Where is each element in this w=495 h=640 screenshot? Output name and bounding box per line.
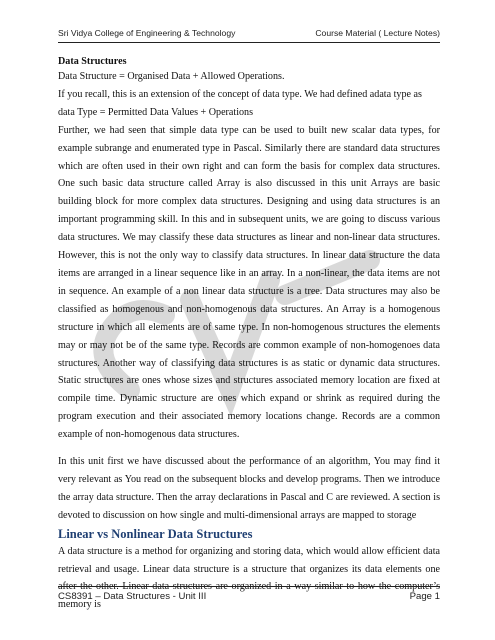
paragraph-unit-overview: In this unit first we have discussed about the performance of an algorithm, You may find it very relevant as You read on the subsequent blocks and develop programs. Then we introduce the array data structure. Then the array declarations in Pascal and C are reviewed. A section is devoted to discussion on how single and multi-dimensional arrays are mapped to storage bbox=[58, 456, 440, 521]
header-college-name: Sri Vidya College of Engineering & Technology bbox=[58, 28, 236, 38]
footer-course-unit: CS8391 – Data Structures - Unit III bbox=[58, 591, 207, 602]
definition-line: Data Structure = Organised Data + Allowed Operations. bbox=[58, 71, 285, 82]
paragraph-classification: Further, we had seen that simple data type can be used to built new scalar data types, for example subrange and enumerated type in Pascal. Similarly there are standard data structures which are often used in their own right and can form the basis for complex data structures. One such basic data structure called Array is also discussed in this unit Arrays are basic building block for more complex data structures. Designing and using data structures is an important programming skill. In this and in subsequent units, we are going to discuss various data structures. We may classify these data structures as linear and non-linear data structures. However, this is not the only way to classify data structures. In linear data structure the data items are arranged in a linear sequence like in an array. In a non-linear, the data items are not in sequence. An example of a non linear data structure is a tree. Data structures may also be classified as homogenous and non-homogenous data structures. An Array is a homogenous structure in which all elements are of same type. In non-homogenous structures the elements may or may not be of the same type. Records are common example of non-homogenoes data structures. Another way of classifying data structures is as static or dynamic data structures. Static structures are ones whose sizes and structures associated memory location are fixed at compile time. Dynamic structure are ones which expand or shrink as required during the program execution and their associated memory locations change. Records are a common example of non-homogenous data structures. bbox=[58, 124, 440, 441]
footer-page-number: Page 1 bbox=[409, 591, 440, 602]
heading-linear-vs-nonlinear: Linear vs Nonlinear Data Structures bbox=[58, 526, 253, 541]
paragraph-linear-definition: A data structure is a method for organizing and storing data, which would allow efficient data retrieval and usage. Linear data structure is a structure that organizes its data elements one after the other. Linear data structures are organized in a way similar to how the computer’s memory is bbox=[58, 545, 440, 611]
footer-rule bbox=[58, 586, 440, 587]
header-rule bbox=[58, 42, 440, 43]
main-content bbox=[58, 56, 440, 614]
section-title: Data Structures bbox=[58, 56, 127, 67]
data-type-line: data Type = Permitted Data Values + Operations bbox=[58, 106, 254, 118]
page-header bbox=[58, 28, 440, 38]
paragraph-spacer bbox=[58, 444, 440, 453]
page-footer bbox=[58, 591, 440, 602]
header-course-material: Course Material ( Lecture Notes) bbox=[315, 28, 440, 38]
recall-line: If you recall, this is an extension of the concept of data type. We had defined adata type as bbox=[58, 88, 422, 100]
